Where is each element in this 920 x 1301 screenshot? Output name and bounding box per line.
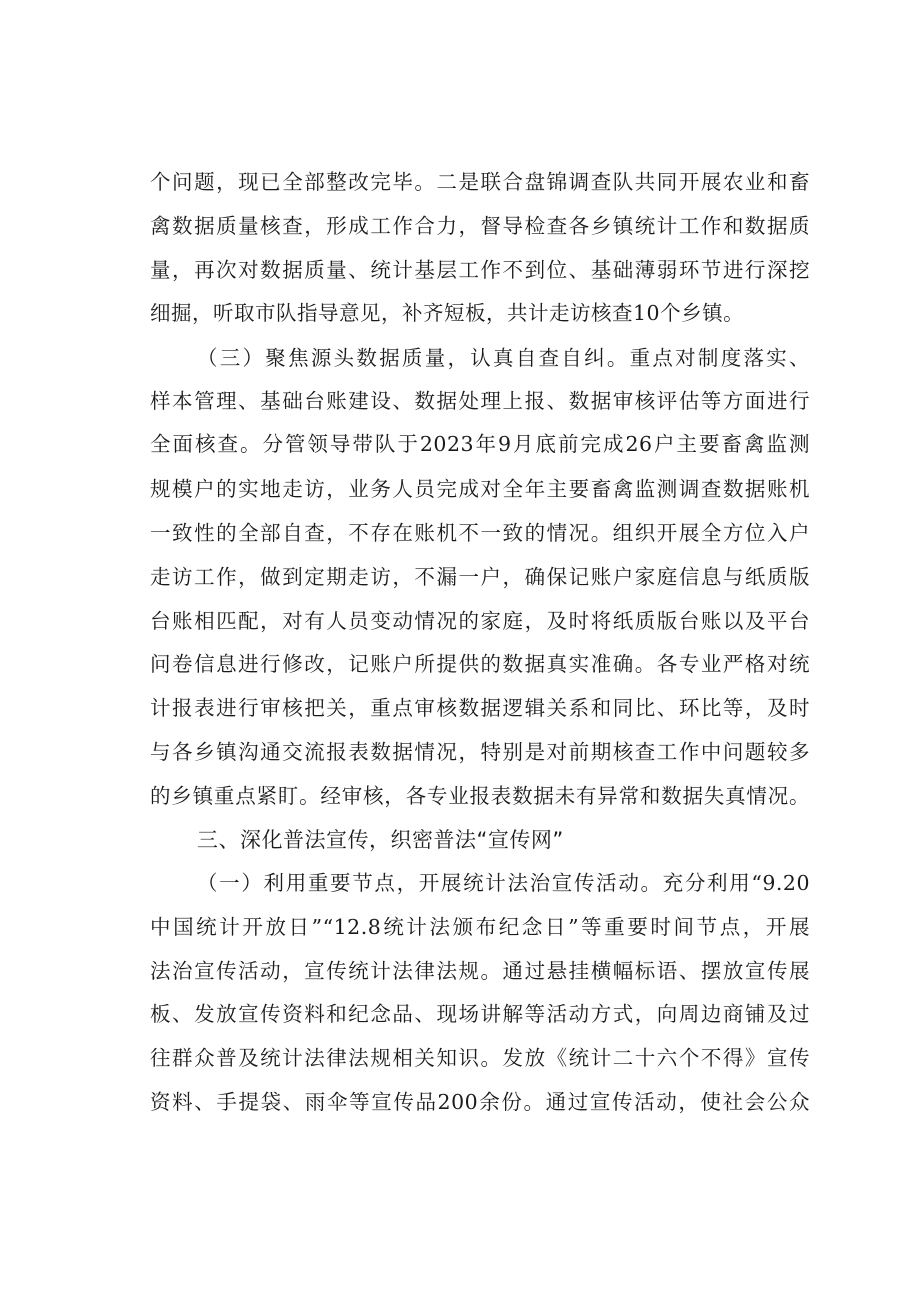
text-line: 量，再次对数据质量、统计基层工作不到位、基础薄弱环节进行深挖 — [150, 258, 810, 282]
text-line: 台账相匹配，对有人员变动情况的家庭，及时将纸质版台账以及平台 — [150, 609, 810, 633]
text-line: 禽数据质量核查，形成工作合力，督导检查各乡镇统计工作和数据质 — [150, 214, 810, 238]
text-line: 资料、手提袋、雨伞等宣传品200余份。通过宣传活动，使社会公众 — [150, 1090, 810, 1114]
text-line: 往群众普及统计法律法规相关知识。发放《统计二十六个不得》宣传 — [150, 1046, 810, 1070]
text-line: 规模户的实地走访，业务人员完成对全年主要畜禽监测调查数据账机 — [150, 477, 810, 501]
text-line: 个问题，现已全部整改完毕。二是联合盘锦调查队共同开展农业和畜 — [150, 170, 810, 194]
text-line: 走访工作，做到定期走访，不漏一户，确保记账户家庭信息与纸质版 — [150, 565, 810, 589]
text-line: 中国统计开放日”“12.8统计法颁布纪念日”等重要时间节点，开展 — [150, 915, 810, 939]
text-line: 的乡镇重点紧盯。经审核，各专业报表数据未有异常和数据失真情况。 — [150, 784, 810, 808]
text-line: （三）聚焦源头数据质量，认真自查自纠。重点对制度落实、 — [197, 346, 810, 370]
section-heading: 三、深化普法宣传，织密普法“宣传网” — [197, 828, 564, 852]
text-line: 全面核查。分管领导带队于2023年9月底前完成26户主要畜禽监测 — [150, 432, 810, 456]
text-line: 问卷信息进行修改，记账户所提供的数据真实准确。各专业严格对统 — [150, 652, 810, 676]
text-line: 板、发放宣传资料和纪念品、现场讲解等活动方式，向周边商铺及过 — [150, 1002, 810, 1026]
text-line: 计报表进行审核把关，重点审核数据逻辑关系和同比、环比等，及时 — [150, 696, 810, 720]
text-line: 样本管理、基础台账建设、数据处理上报、数据审核评估等方面进行 — [150, 389, 810, 413]
text-line: 一致性的全部自查，不存在账机不一致的情况。组织开展全方位入户 — [150, 521, 810, 545]
text-line: 与各乡镇沟通交流报表数据情况，特别是对前期核查工作中问题较多 — [150, 740, 810, 764]
text-line: （一）利用重要节点，开展统计法治宣传活动。充分利用“9.20 — [197, 871, 810, 895]
text-line: 细掘，听取市队指导意见，补齐短板，共计走访核查10个乡镇。 — [150, 301, 745, 325]
text-line: 法治宣传活动，宣传统计法律法规。通过悬挂横幅标语、摆放宣传展 — [150, 959, 810, 983]
